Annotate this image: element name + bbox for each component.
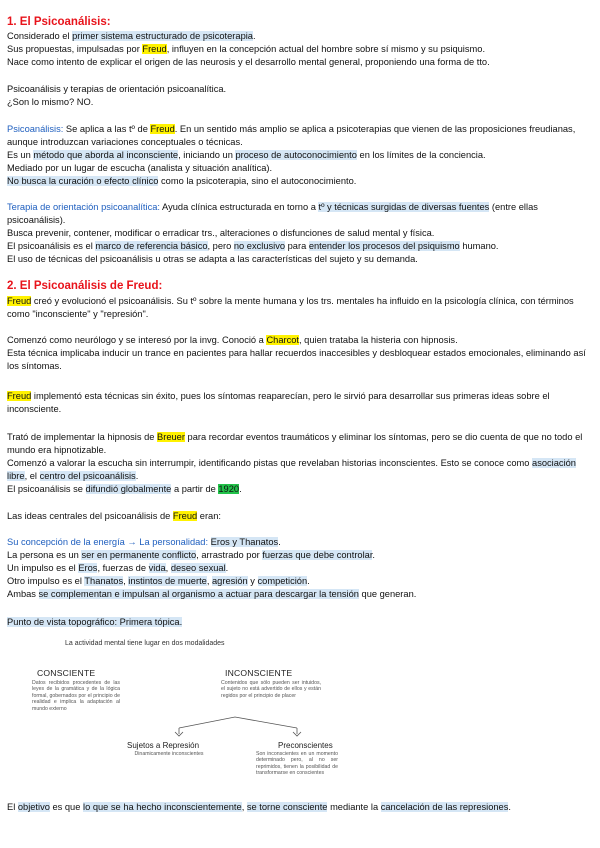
highlight: método que aborda al inconsciente <box>33 150 179 160</box>
term-label: Terapia de orientación psicoanalítica: <box>7 202 160 212</box>
paragraph <box>7 510 592 523</box>
paragraph-psicoanalisis <box>7 123 592 188</box>
highlight: centro del psicoanálisis <box>39 471 136 481</box>
term-label: Psicoanálisis: <box>7 124 64 134</box>
text: . <box>135 471 139 481</box>
text: , quien trataba la histeria con hipnosis. <box>299 335 458 345</box>
text: Se aplica a las tº de <box>63 124 151 134</box>
highlight: primer sistema estructurado de psicoterapia <box>72 31 253 41</box>
node-consciente: CONSCIENTE <box>37 668 96 678</box>
highlight: instintos de muerte <box>128 576 207 586</box>
text: mediante la <box>327 802 381 812</box>
highlight: No busca la curación o efecto clínico <box>7 176 159 186</box>
topography-diagram <box>7 638 337 778</box>
text: Considerado el <box>7 31 73 41</box>
text: a partir de <box>171 484 219 494</box>
highlight: Punto de vista topográfico: Primera tópica. <box>7 617 183 627</box>
text: , <box>206 576 213 586</box>
text: Un impulso es el <box>7 563 79 573</box>
text: Sus propuestas, impulsadas por <box>7 44 143 54</box>
diagram-title: La actividad mental tiene lugar en dos modalidades <box>65 640 225 647</box>
highlight-freud: Freud <box>172 511 198 521</box>
highlight-freud: Freud <box>7 296 32 306</box>
text: Trató de implementar la hipnosis de <box>7 432 158 442</box>
text: , pero <box>207 241 234 251</box>
text: , iniciando un <box>178 150 236 160</box>
highlight: deseo sexual <box>170 563 226 573</box>
text: que generan. <box>358 589 417 599</box>
node-inconsciente: INCONSCIENTE <box>225 668 293 678</box>
text: . En un sentido más amplio se aplica a psicoterapias que vienen de las proposiciones freudianas, aunque introduzcan variaciones conceptuales o técnicas. <box>7 124 576 147</box>
text: Comenzó como neurólogo y se interesó por la invg. Conoció a <box>7 335 267 345</box>
branch-line <box>179 717 297 728</box>
term-label: Su concepción de la energía → La personalidad: <box>7 537 209 547</box>
highlight: se torne consciente <box>246 802 328 812</box>
text: ¿Son lo mismo? NO. <box>7 97 94 107</box>
text: creó y evolucionó el psicoanálisis. Su tº sobre la mente humana y los trs. mentales ha influido en la psicología clínica, con términos como "inconsciente" y "represión". <box>7 296 574 319</box>
paragraph <box>7 334 592 373</box>
text: , influyen en la concepción actual del hombre sobre sí mismo y su psiquismo. <box>166 44 486 54</box>
text: es que <box>49 802 83 812</box>
text: Ambas <box>7 589 39 599</box>
node-consciente-desc: Datos recibidos procedentes de las leyes de la gramática y de la lógica formal, gobernados por el principio de realidad e implica la adaptación al mundo externo <box>32 680 120 712</box>
node-represion-desc: Dinamicamente inconscientes <box>134 751 204 757</box>
text: , el <box>24 471 40 481</box>
highlight-breuer: Breuer <box>157 432 185 442</box>
highlight: proceso de autoconocimiento <box>235 150 357 160</box>
paragraph <box>7 295 592 321</box>
text: . <box>252 31 256 41</box>
text: y <box>247 576 258 586</box>
text: implementó esta técnicas sin éxito, pues los síntomas reaparecían, pero le sirvió para desarrollar sus primeras ideas sobre el inconsciente. <box>7 391 550 414</box>
section-heading-1: 1. El Psicoanálisis: <box>7 16 111 28</box>
paragraph <box>7 83 592 109</box>
text: Esta técnica implicaba inducir un trance en pacientes para hallar recuerdos inaccesibles y desbloquear estados emocionales, eliminando así los síntomas. <box>7 348 586 371</box>
paragraph-objetivo <box>7 801 592 814</box>
node-preconscientes-desc: Son inconscientes en un momento determinado pero, al no ser reprimidos, tienen la posibilidad de transformarse en conscientes <box>256 751 338 777</box>
text: El <box>7 802 18 812</box>
highlight: marco de referencia básico <box>95 241 208 251</box>
text: Es un <box>7 150 34 160</box>
highlight-year: 1920 <box>218 484 240 494</box>
text: Nace como intento de explicar el origen de las neurosis y el desarrollo mental general, proponiendo una forma de tto. <box>7 57 490 67</box>
highlight: agresión <box>212 576 248 586</box>
highlight: entender los procesos del psiquismo <box>308 241 460 251</box>
node-represion: Sujetos a Represión <box>127 741 200 750</box>
text: El psicoanálisis es el <box>7 241 96 251</box>
text: humano. <box>459 241 499 251</box>
text: Busca prevenir, contener, modificar o erradicar trs., alteraciones o disfunciones de salud mental y física. <box>7 228 435 238</box>
highlight-freud: Freud <box>7 391 32 401</box>
highlight: tº y técnicas surgidas de diversas fuentes <box>318 202 490 212</box>
highlight: difundió globalmente <box>85 484 172 494</box>
paragraph-energia <box>7 536 592 601</box>
text: , <box>123 576 129 586</box>
text: eran: <box>197 511 221 521</box>
text: . <box>278 537 281 547</box>
highlight: Eros y Thanatos <box>210 537 279 547</box>
text: (entre ellas psicoanálisis). <box>7 202 538 225</box>
text: . <box>372 550 375 560</box>
highlight: objetivo <box>17 802 50 812</box>
highlight: no exclusivo <box>233 241 286 251</box>
highlight: lo que se ha hecho inconscientemente <box>83 802 242 812</box>
text: Mediado por un lugar de escucha (analista y situación analítica). <box>7 163 273 173</box>
text: El psicoanálisis se <box>7 484 86 494</box>
text: para <box>285 241 309 251</box>
highlight-freud: Freud <box>142 44 167 54</box>
highlight: Eros <box>78 563 98 573</box>
highlight: se complementan e impulsan al organismo a actuar para descargar la tensión <box>38 589 359 599</box>
text: El uso de técnicas del psicoanálisis u otras se adapta a las características del sujeto y su demanda. <box>7 254 418 264</box>
text: Ayuda clínica estructurada en torno a <box>159 202 319 212</box>
text: . <box>508 802 511 812</box>
node-inconsciente-desc: Contenidos que sólo pueden ser intuidos, el sujeto no está advertido de ellos y están regidos por el principio de placer <box>221 680 321 699</box>
paragraph-terapia <box>7 201 592 266</box>
text: Comenzó a valorar la escucha sin interrumpir, identificando pistas que revelaban historias inconscientes. Esto se conoce como <box>7 458 533 468</box>
highlight: asociación libre <box>7 458 576 481</box>
text: , fuerzas de <box>97 563 149 573</box>
text: . <box>307 576 310 586</box>
text: para recordar eventos traumáticos y eliminar los síntomas, pero se dio cuenta de que no todo el mundo era hipnotizable. <box>7 432 583 455</box>
highlight: cancelación de las represiones <box>380 802 509 812</box>
text: La persona es un <box>7 550 82 560</box>
highlight: vida <box>148 563 166 573</box>
text: Psicoanálisis y terapias de orientación psicoanalítica. <box>7 84 227 94</box>
text: , <box>241 802 247 812</box>
paragraph <box>7 616 592 629</box>
paragraph <box>7 30 592 69</box>
text: . <box>225 563 229 573</box>
node-preconscientes: Preconscientes <box>278 741 333 750</box>
highlight: competición <box>257 576 308 586</box>
text: , <box>165 563 171 573</box>
text: . <box>239 484 242 494</box>
text: Otro impulso es el <box>7 576 85 586</box>
text: Las ideas centrales del psicoanálisis de <box>7 511 173 521</box>
section-heading-2: 2. El Psicoanálisis de Freud: <box>7 280 163 292</box>
highlight-freud: Freud <box>150 124 175 134</box>
paragraph <box>7 390 592 416</box>
highlight: Thanatos <box>84 576 124 586</box>
paragraph <box>7 431 592 496</box>
highlight: ser en permanente conflicto <box>81 550 197 560</box>
highlight-charcot: Charcot <box>266 335 299 345</box>
text: , arrastrado por <box>196 550 263 560</box>
text: en los límites de la conciencia. <box>356 150 486 160</box>
text: como la psicoterapia, sino el autoconocimiento. <box>158 176 357 186</box>
highlight: fuerzas que debe controlar <box>262 550 373 560</box>
